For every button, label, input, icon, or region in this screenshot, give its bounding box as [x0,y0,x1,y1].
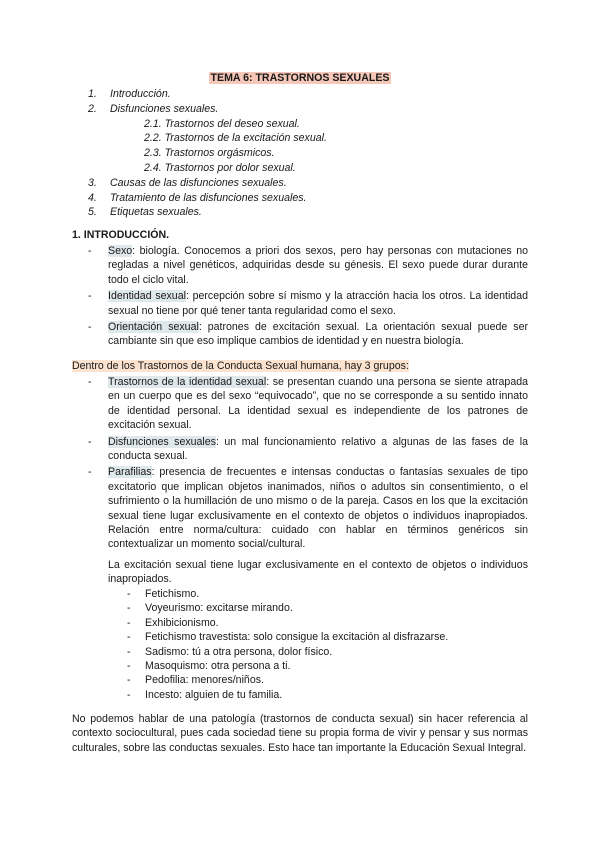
term: Identidad sexual [108,290,186,303]
list-item: - Incesto: alguien de tu familia. [127,688,283,701]
list-item: - Identidad sexual: percepción sobre sí mismo y la atracción hacia los otros. La identidad sexual no tiene por qué tener tanta regularidad como el sexo. [88,290,528,317]
table-of-contents [88,87,327,220]
list-item: - Orientación sexual: patrones de excitación sexual. La orientación sexual puede ser cambiante sin que eso implique cambios de identidad y en nuestra biología. [88,321,528,348]
parafilias-list [127,587,527,702]
list-item: - Trastornos de la identidad sexual: se presentan cuando una persona se siente atrapada en un cuerpo que es del sexo “equivocado”, que no se corresponde a su sentido innato de identidad personal. La identidad sexual es independiente de los patrones de excitación sexual. [88,376,528,432]
term: Parafilias [108,466,152,479]
toc-subitem: 2.1. Trastornos del deseo sexual. [144,117,300,130]
list-item: - Sadismo: tú a otra persona, dolor físico. [127,645,333,658]
list-item: - Fetichismo. [127,588,200,600]
term: Disfunciones sexuales [108,435,216,448]
list-item: - Disfunciones sexuales: un mal funcionamiento relativo a algunas de las fases de la conducta sexual. [88,435,528,463]
intro-list [88,244,528,351]
toc-subitem: 2.4. Trastornos por dolor sexual. [144,161,296,174]
toc-subitem: 2.3. Trastornos orgásmicos. [144,147,275,160]
section-heading: 1. INTRODUCCIÓN. [72,229,170,241]
term: Sexo [108,245,133,257]
list-item: - Fetichismo travestista: solo consigue la excitación al disfrazarse. [127,631,449,644]
toc-subitem: 2.2. Trastornos de la excitación sexual. [144,132,327,145]
term: Orientación sexual [108,321,199,334]
list-item: - Masoquismo: otra persona a ti. [127,659,291,672]
groups-intro: Dentro de los Trastornos de la Conducta Sexual humana, hay 3 grupos: [72,360,409,372]
list-item: - Sexo: biología. Conocemos a priori dos sexos, pero hay personas con mutaciones no regladas a nivel genéticos, adquiridas desde su génesis. El sexo puede durar durante todo el ciclo vital. [88,245,528,286]
toc-item: 5. Etiquetas sexuales. [88,206,202,219]
toc-item: 4. Tratamiento de las disfunciones sexuales. [88,191,307,204]
list-item: - Voyeurismo: excitarse mirando. [127,602,293,615]
term: Trastornos de la identidad sexual [108,376,267,388]
toc-item: 1. Introducción. [88,88,171,100]
parafilias-intro: La excitación sexual tiene lugar exclusivamente en el contexto de objetos o individuos inapropiados. [108,559,528,586]
list-item: - Parafilias: presencia de frecuentes e intensas conductas o fantasías sexuales de tipo excitatorio que implican objetos inanimados, niños o adultos sin consentimiento, o el sufrimiento o la humillación de uno mismo o de la pareja. Casos en los que la excitación sexual tiene lugar exclusivamente en el contexto de objetos o individuos inapropiados. Relación entre norma/cultura: cuidado con hablar en términos genéricos sin contextualizar un momento social/cultural. [88,466,528,551]
groups-list [88,375,528,554]
toc-item: 2. Disfunciones sexuales. [88,102,219,115]
list-item: - Pedofilia: menores/niños. [127,674,264,687]
toc-item: 3. Causas de las disfunciones sexuales. [88,176,287,189]
document-title [0,71,600,85]
closing-paragraph: No podemos hablar de una patología (trastornos de conducta sexual) sin hacer referencia al contexto sociocultural, pues cada sociedad tiene su propia forma de vivir y pensar y sus normas culturales, sobre las conductas sexuales. Esto hace tan importante la Educación Sexual Integral. [72,713,528,754]
list-item: - Exhibicionismo. [127,616,219,629]
title-text: TEMA 6: TRASTORNOS SEXUALES [210,72,390,84]
